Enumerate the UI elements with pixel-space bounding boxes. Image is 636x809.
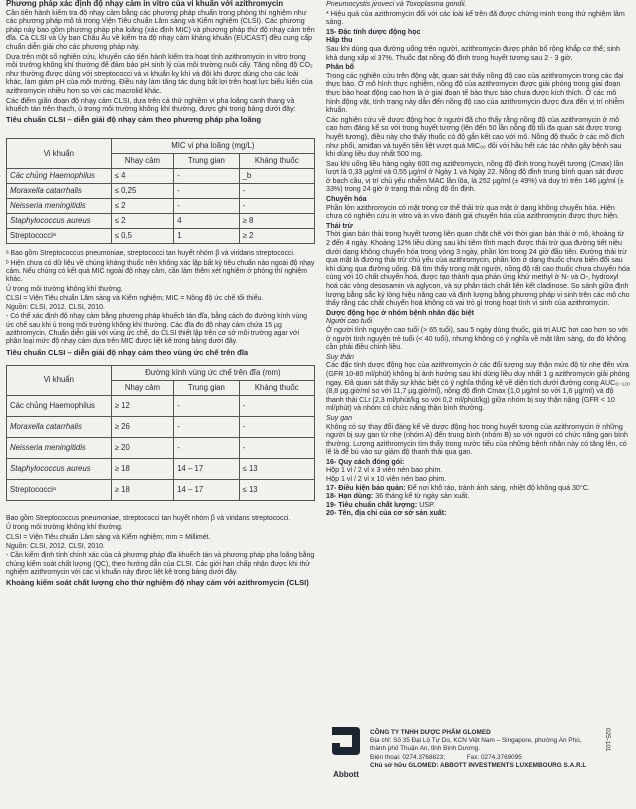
company-name: CÔNG TY TNHH DƯỢC PHẨM GLOMED: [370, 729, 491, 736]
table-row: [7, 480, 315, 501]
address-line: Địa chỉ: Số 35 Đại Lộ Tự Do, KCN Việt Nam – Singapore, phường An Phú,: [370, 737, 582, 745]
cell: -: [174, 438, 239, 459]
abbott-logo: [328, 723, 364, 779]
owner-line: Chủ sở hữu GLOMED: ABBOTT INVESTMENTS LUXEMBOURG S.A.R.L: [370, 761, 587, 769]
paragraph: Ở người tình nguyện cao tuổi (> 65 tuổi), sau 5 ngày dùng thuốc, giá trị AUC hơi cao hơn so với ở người tình nguyện trẻ tuổi (< 40 tuổi), nhưng không có ý nghĩa về mặt lâm sàng, do đó không cần phải điều chỉnh liều.: [326, 325, 628, 352]
cell: -: [239, 199, 314, 214]
table-row: [7, 214, 315, 229]
cell: ≤ 4: [111, 169, 174, 184]
footnote: CLSI = Viện Tiêu chuẩn Lâm sàng và Kiểm nghiệm; mm = Millimét.: [6, 533, 211, 541]
pack-line: Hộp 1 vỉ / 2 vỉ x 10 viên nén bao phim.: [326, 475, 447, 484]
storage-text: Để nơi khô ráo, tránh ánh sáng, nhiệt độ không quá 30°C.: [407, 483, 590, 492]
paragraph: Pneumocystis jiroveci và Toxoplasma gondii.: [326, 0, 467, 8]
cell: 4: [174, 214, 239, 229]
cell: ≤ 2: [111, 214, 174, 229]
intro-paragraph: Cần tiến hành kiểm tra độ nhạy cảm bằng các phương pháp chuẩn trong phòng thí nghiệm như các phương pháp mô tả trong Viện Tiêu chuẩn Lâm sàng và Kiểm nghiệm (CLSI). Các phương pháp này bao gồm phương pháp pha loãng (xác định MIC) và phương pháp thử độ nhạy cảm trên đĩa. Cả CLSI và Ủy ban Châu Âu về kiểm tra độ nhạy cảm kháng khuẩn (EUCAST) đều cung cấp chuẩn diễn giải cho các phương pháp này.: [6, 8, 315, 51]
footnote: Ủ trong môi trường không khí thường.: [6, 285, 123, 293]
column-header: Kháng thuốc: [239, 381, 314, 396]
footnote: ᵇ Hiện chưa có dữ liệu về chủng kháng thuốc nên không xác lập bất kỳ tiêu chuẩn nào ngoài độ nhạy cảm. Nếu chủng có kết quả MIC ngoài độ nhạy cảm, cần làm thêm xét nghiệm ở phòng thí nghiệm khác.: [6, 259, 315, 284]
disk-diffusion-table: [6, 365, 315, 501]
table-row: [7, 396, 315, 417]
column-header: Trung gian: [174, 381, 239, 396]
table-caption: Khoảng kiểm soát chất lượng cho thử nghiệm độ nhạy cảm với azithromycin (CLSI): [6, 578, 309, 588]
dilution-table: [6, 138, 315, 244]
cell-organism: Moraxella catarrhalis: [7, 184, 112, 199]
section-heading: 18- Hạn dùng:: [326, 492, 374, 501]
footnote: Nguồn: CLSI, 2012. CLSI, 2010.: [6, 543, 105, 551]
cell-organism: Neisseria meningitidis: [7, 438, 112, 459]
document-code: 025-101: [604, 728, 611, 752]
section-heading: 15- Đặc tính dược động học: [326, 27, 421, 36]
table-corner-header: Vi khuẩn: [7, 139, 112, 169]
cell: -: [174, 169, 239, 184]
section-heading: 19- Tiêu chuẩn chất lượng:: [326, 500, 418, 509]
paragraph: Sau khi uống liều hàng ngày 600 mg azithromycin, nồng độ đỉnh trong huyết tương (Cmax) lần lượt là 0,33 µg/ml và 0,55 µg/ml ở Ngày 1 và Ngày 22. Nồng độ đỉnh trung bình quan sát được ở bạch cầu, vị trí chủ yếu nhiễm MAC lần lõa, là 252 µg/ml (± 49%) và duy trì trên 146 µg/ml (± 33%) trong 24 giờ ở trạng thái nồng độ ổn định.: [326, 159, 624, 194]
cell: ≥ 26: [111, 417, 174, 438]
cell: ≤ 0,25: [111, 184, 174, 199]
cell-organism: Các chủng Haemophilus: [7, 169, 112, 184]
cell: 14 – 17: [174, 480, 239, 501]
paragraph: - Có thể xác định độ nhạy cảm bằng phương pháp khuếch tán đĩa, bằng cách đo đường kính vùng ức chế sau khi ủ trong môi trường không khí thường. Các đĩa đo độ nhạy cảm chứa 15 µg azithromycin. Chuẩn diễn giải với vùng ức chế, do CLSI thiết lập trên cơ sở môi trường agar với phân loại mức độ nhạy cảm dựa trên MIC được liệt kê trong bảng dưới đây.: [6, 313, 307, 346]
footnote: CLSI = Viện Tiêu chuẩn Lâm sàng và Kiểm nghiệm; MIC = Nồng độ ức chế tối thiểu.: [6, 294, 264, 302]
cell: -: [174, 417, 239, 438]
paragraph: Các nghiên cứu về dược động học ở người đã cho thấy rằng nồng độ của azithromycin ở mô cao hơn đáng kể so với trong huyết tương (lên đến 50 lần nồng độ tối đa quan sát được trong huyết tương), điều này cho thấy thuốc có độ gắn kết cao với mô. Nồng độ thuốc ở các mô đích như phổi, amiđan và tuyến tiền liệt vượt quá MIC₉₀ đối với hầu hết các tác nhân gây bệnh sau khi dùng liều duy nhất 500 mg.: [326, 115, 625, 159]
cell: 1: [174, 229, 239, 244]
cell-organism: Staphylococcus aureus: [7, 214, 112, 229]
footnote: ᵃ Bao gồm Streptococcus pneumoniae, streptococci tan huyết nhóm β và viridans streptococci.: [6, 250, 295, 258]
address-line: thành phố Thuận An, tỉnh Bình Dương.: [370, 745, 480, 753]
footnote: Bao gồm Streptococcus pneumoniae, streptococci tan huyết nhóm β và viridans streptococci.: [6, 515, 291, 523]
section-title: Phương pháp xác định độ nhạy cảm in vitro của vi khuẩn với azithromycin: [6, 0, 284, 8]
paragraph: Sau khi dùng qua đường uống trên người, azithromycin được phân bố rộng khắp cơ thể; sinh khả dụng xấp xỉ 37%. Thuốc đạt nồng độ đỉnh trong huyết tương sau 2 - 3 giờ.: [326, 44, 620, 62]
paragraph: Trong các nghiên cứu trên động vật, quan sát thấy nồng độ cao của azithromycin trong các đại thực bào. Ở mô hình thực nghiệm, nồng độ của azithromycin được giải phóng trong giai đoạn thực bào hoạt động cao hơn là ở giai đoạn tế bào thực bào chưa được kích thích. Ở các mô hình động vật, tính trạng này dẫn đến nồng độ cao của azithromycin được đưa đến vị trí nhiễm khuẩn.: [326, 71, 625, 115]
subheading: Hấp thu: [326, 36, 353, 45]
paragraph: Không có sự thay đổi đáng kể về dược động học trong huyết tương của azithromycin ở những người bị suy gan từ nhẹ (nhóm A) đến trung bình (nhóm B) so với người có chức năng gan bình thường. Lượng azithromycin tìm thấy trong nước tiểu của những bệnh nhân này có tăng lên, có lẽ là để bù vào sự giảm độ thanh thải qua gan.: [326, 422, 628, 457]
section-heading: 17- Điều kiện bảo quản:: [326, 483, 406, 492]
subheading: Dược động học ở nhóm bệnh nhân đặc biệt: [326, 308, 475, 317]
cell: -: [174, 199, 239, 214]
cell: ≥ 8: [239, 214, 314, 229]
cell: -: [239, 438, 314, 459]
subheading: Suy gan: [326, 413, 353, 422]
table-caption: Tiêu chuẩn CLSI – diễn giải độ nhạy cảm theo vùng ức chế trên đĩa: [6, 347, 249, 357]
subheading: Suy thận: [326, 352, 355, 361]
table-row: [7, 199, 315, 214]
table-group-header: Đường kính vùng ức chế trên đĩa (mm): [111, 366, 314, 381]
footnote: Nguồn: CLSI, 2012. CLSI, 2010.: [6, 304, 105, 312]
right-column: [326, 0, 630, 518]
cell-organism: Streptococciᵃ: [7, 229, 112, 244]
column-header: Kháng thuốc: [239, 154, 314, 169]
cell-organism: Streptococciᵃ: [7, 480, 112, 501]
cell-organism: Moraxella catarrhalis: [7, 417, 112, 438]
cell: ≤ 0,5: [111, 229, 174, 244]
cell: 14 – 17: [174, 459, 239, 480]
table-row: [7, 438, 315, 459]
manufacturer-block: [326, 719, 626, 777]
column-header: Nhạy cảm: [111, 154, 174, 169]
cell: ≥ 18: [111, 480, 174, 501]
subheading: Người cao tuổi: [326, 317, 373, 326]
shelf-life-text: 36 tháng kể từ ngày sản xuất.: [375, 492, 470, 501]
paragraph: - Cần kiểm định tính chính xác của cả phương pháp đĩa khuếch tán và phương pháp pha loãng bằng chủng kiểm soát chất lượng (QC), theo hướng dẫn của CLSI. Các giới hạn chấp nhận được khi thử nghiệm azithromycin với các vi khuẩn này được liệt kê trong bảng dưới đây.: [6, 552, 315, 576]
left-column: [6, 0, 315, 588]
phone: Điện thoại: 0274.3768823;: [370, 753, 445, 761]
paragraph: Dựa trên một số nghiên cứu, khuyến cáo tiến hành kiểm tra hoạt tính azithromycin in vitro trong môi trường không khí thường để đảm bảo pH sinh lý của môi trường nuôi cấy. Tăng nồng độ CO₂ như thường được dùng với streptococci và vi khuẩn kỵ khí và đôi khi được dùng cho các loài khác, làm giảm pH của môi trường. Điều này làm tăng tác dụng bất lợi trên hoạt lực biểu kiến của azithromycin nhiều hơn so với các macrolid khác.: [6, 52, 313, 95]
standard-text: USP.: [419, 500, 435, 509]
subheading: Thải trừ: [326, 221, 353, 230]
cell-organism: Neisseria meningitidis: [7, 199, 112, 214]
pack-line: Hộp 1 vỉ / 2 vỉ x 3 viên nén bao phim.: [326, 466, 443, 475]
cell: _b: [239, 169, 314, 184]
subheading: Chuyển hóa: [326, 195, 367, 204]
cell: ≥ 12: [111, 396, 174, 417]
paragraph: Thời gian bán thải trong huyết tương liên quan chặt chẽ với thời gian bán thải ở mô, khoảng từ 2 đến 4 ngày. Khoảng 12% liều dùng sau khi tiêm tĩnh mạch được thải trừ qua đường tiết niệu dưới dạng không chuyển hóa trong vòng 3 ngày, phần lớn trong 24 giờ đầu tiên. Đường thải trừ qua mật là đường thải trừ chủ yếu của azithromycin, phần lớn ở dạng thuốc chưa biến đổi sau khi dùng qua đường uống. Đã tìm thấy trong mật người, nồng độ rất cao thuốc chưa chuyển hóa cùng với 10 chất chuyển hoá, được tạo thành qua phản ứng khử methyl ở N- và O-, hydroxyl hoá các vòng desosamin và aglycon, và sự phân tách chất liên kết cladinose. So sánh giữa định lượng bằng sắc ký lỏng hiệu năng cao và định lượng bằng phương pháp vi sinh trên các mô cho thấy rằng các chất chuyển hoá không có vai trò gì trong hoạt tính vi sinh của azithromycin.: [326, 230, 630, 308]
cell: ≤ 13: [239, 459, 314, 480]
table-row: [7, 184, 315, 199]
paragraph: * Hiệu quả của azithromycin đối với các loài kể trên đã được chứng minh trong thử nghiệm lâm sàng.: [326, 9, 625, 27]
fax: Fax: 0274.3769095: [466, 753, 522, 761]
company-info: [370, 729, 600, 770]
section-heading: 16- Quy cách đóng gói:: [326, 457, 405, 466]
cell: ≤ 13: [239, 480, 314, 501]
cell: ≥ 18: [111, 459, 174, 480]
cell: -: [239, 184, 314, 199]
cell: ≤ 2: [111, 199, 174, 214]
paragraph: Phần lớn azithromycin có mặt trong cơ thể thải trừ qua mật ở dạng không chuyển hóa. Hiện chưa có nghiên cứu in vitro và in vivo đánh giá chuyển hóa của azithromycin được thực hiện.: [326, 203, 619, 221]
cell: -: [174, 184, 239, 199]
cell-organism: Staphylococcus aureus: [7, 459, 112, 480]
paragraph: Các điểm giãn đoạn độ nhạy cảm CLSI, dựa trên cả thử nghiệm vi pha loãng canh thang và khuếch tán trên thạch, ủ trong môi trường không khí thường, được ghi trong bảng dưới đây:: [6, 96, 296, 114]
table-corner-header: Vi khuẩn: [7, 366, 112, 396]
cell: -: [239, 417, 314, 438]
cell: ≥ 20: [111, 438, 174, 459]
table-caption: Tiêu chuẩn CLSI – diễn giải độ nhạy cảm theo phương pháp pha loãng: [6, 114, 262, 124]
cell: -: [174, 396, 239, 417]
cell: -: [239, 396, 314, 417]
table-row: [7, 169, 315, 184]
footnote: Ủ trong môi trường không khí thường.: [6, 524, 123, 532]
section-heading: 20- Tên, địa chỉ của cơ sở sản xuất:: [326, 509, 447, 518]
table-row: [7, 459, 315, 480]
cell-organism: Các chủng Haemophilus: [7, 396, 112, 417]
paragraph: Các đặc tính dược động học của azithromycin ở các đối tượng suy thận mức độ từ nhẹ đến vừa (GFR 10-80 ml/phút) không bị ảnh hưởng sau khi dùng liều duy nhất 1 g azithromycin giải phóng ngay. Đã quan sát thấy sự khác biệt có ý nghĩa thống kê về diện tích dưới đường cong AUC₀₋₁₂₀ (8,8 µg.giờ/ml so với 11,7 µg.giờ/ml), nồng độ đỉnh Cmax (1,0 µg/ml so với 1,6 µg/ml) và độ thanh thải CLr (2,3 ml/phút/kg so với 0,2 ml/phút/kg) giữa nhóm bị suy thận nặng (GFR < 10 ml/phút) và nhóm có chức năng thận bình thường.: [326, 361, 630, 413]
column-header: Nhạy cảm: [111, 381, 174, 396]
logo-text: Abbott: [333, 770, 359, 779]
table-row: [7, 417, 315, 438]
subheading: Phân bố: [326, 63, 354, 72]
table-group-header: MIC vi pha loãng (mg/L): [111, 139, 314, 154]
cell: ≥ 2: [239, 229, 314, 244]
table-row: [7, 229, 315, 244]
column-header: Trung gian: [174, 154, 239, 169]
